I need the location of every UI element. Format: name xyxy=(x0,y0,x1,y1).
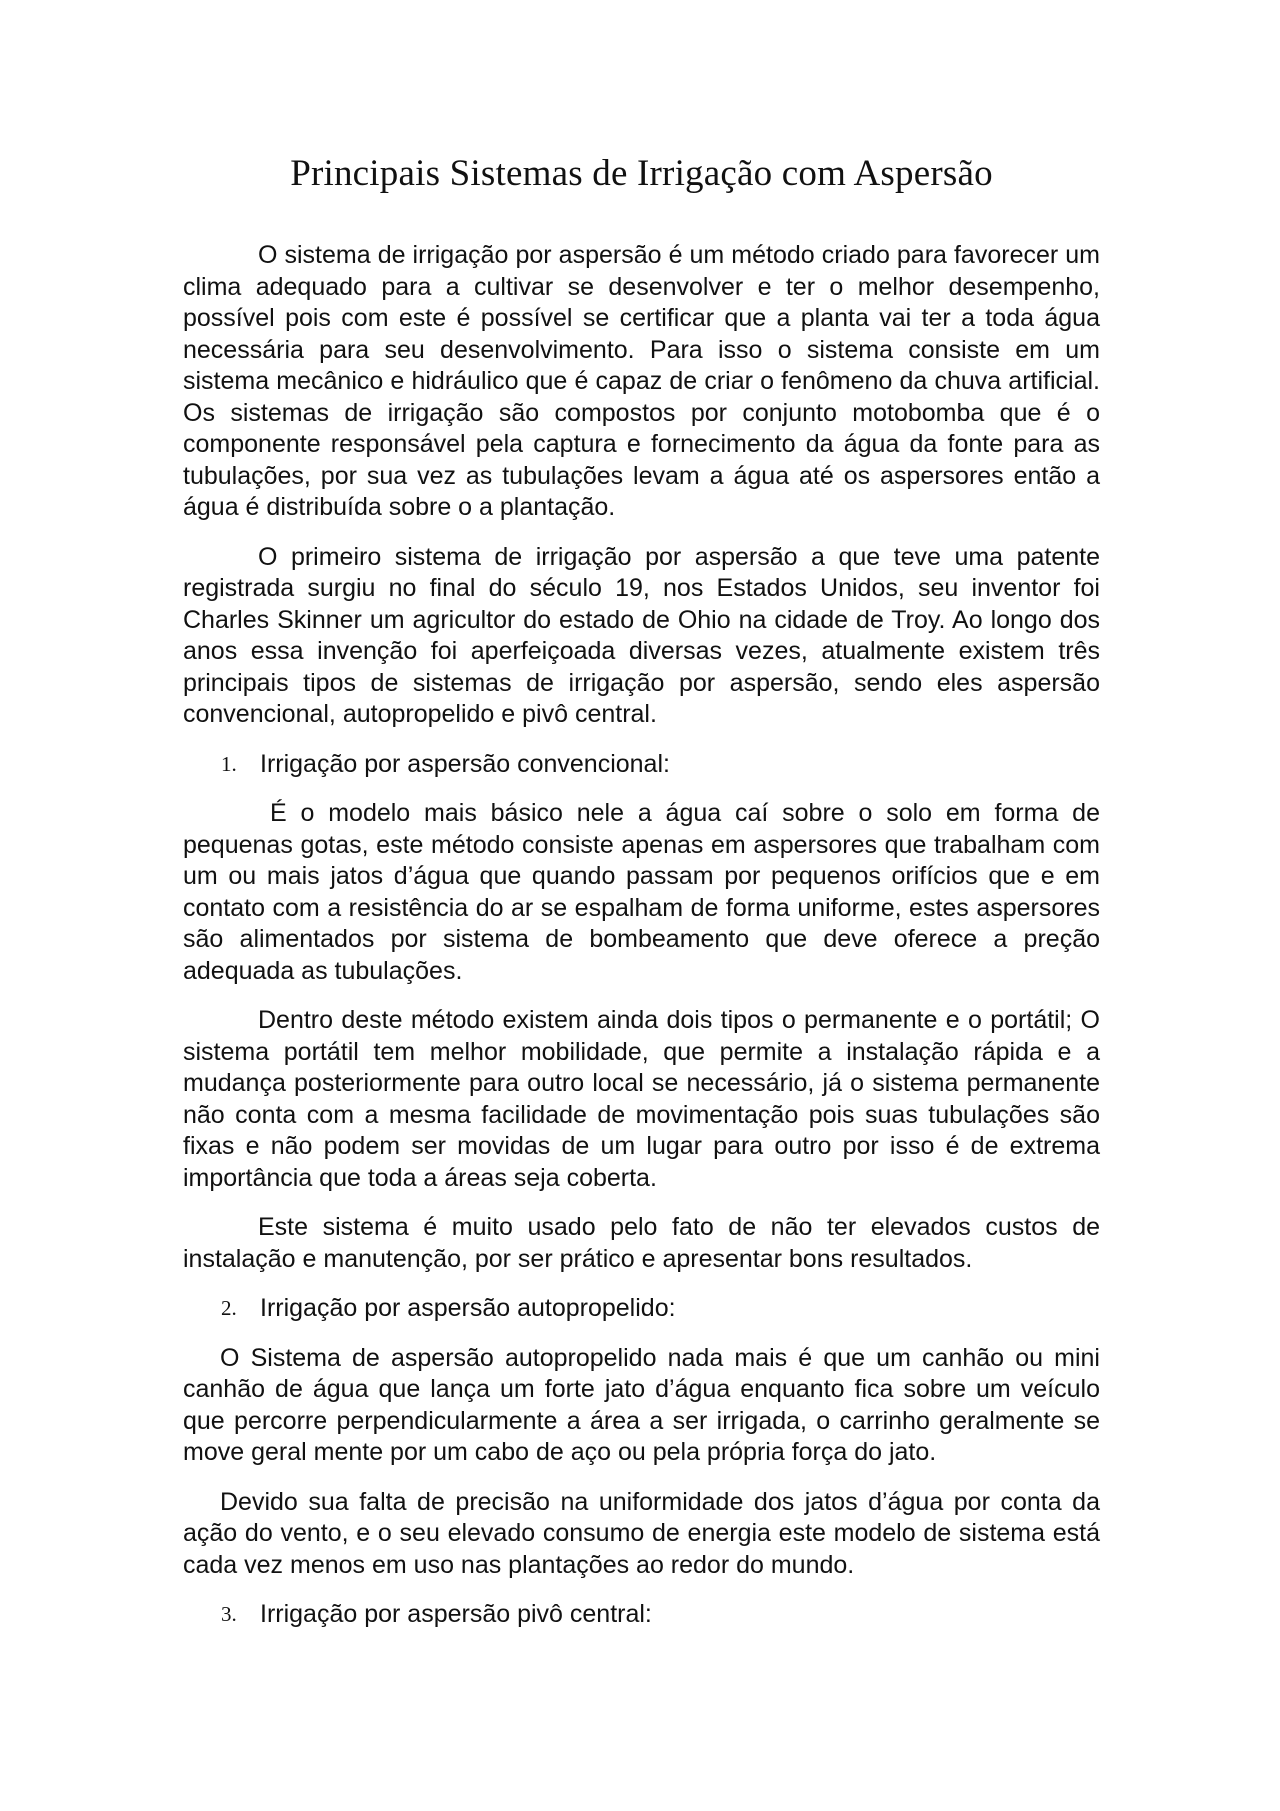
list-item-pivo-central xyxy=(183,1599,1100,1631)
paragraph-convencional-3: Este sistema é muito usado pelo fato de não ter elevados custos de instalação e manutenção, por ser prático e apresentar bons resultados. xyxy=(183,1213,1100,1273)
paragraph-autopropelido-1: O Sistema de aspersão autopropelido nada mais é que um canhão ou mini canhão de água que lança um forte jato d’água enquanto fica sobre um veículo que percorre perpendicularmente a área a ser irrigada, o carrinho geralmente se move geral mente por um cabo de aço ou pela própria força do jato. xyxy=(183,1343,1100,1466)
paragraph-intro-1: O sistema de irrigação por aspersão é um método criado para favorecer um clima adequado para a cultivar se desenvolver e ter o melhor desempenho, possível pois com este é possível se certificar que a planta vai ter a toda água necessária para seu desenvolvimento. Para isso o sistema consiste em um sistema mecânico e hidráulico que é capaz de criar o fenômeno da chuva artificial. Os sistemas de irrigação são compostos por conjunto motobomba que é o componente responsável pela captura e fornecimento da água da fonte para as tubulações, por sua vez as tubulações levam a água até os aspersores então a água é distribuída sobre o a plantação. xyxy=(183,241,1100,521)
paragraph-convencional-2: Dentro deste método existem ainda dois tipos o permanente e o portátil; O sistema portátil tem melhor mobilidade, que permite a instalação rápida e a mudança posteriormente para outro local se necessário, já o sistema permanente não conta com a mesma facilidade de movimentação pois suas tubulações são fixas e não podem ser movidas de um lugar para outro por isso é de extrema importância que toda a áreas seja coberta. xyxy=(183,1006,1100,1192)
paragraph-intro-2: O primeiro sistema de irrigação por aspersão a que teve uma patente registrada surgiu no final do século 19, nos Estados Unidos, seu inventor foi Charles Skinner um agricultor do estado de Ohio na cidade de Troy. Ao longo dos anos essa invenção foi aperfeiçoada diversas vezes, atualmente existem três principais tipos de sistemas de irrigação por aspersão, sendo eles aspersão convencional, autopropelido e pivô central. xyxy=(183,542,1100,728)
page-title: Principais Sistemas de Irrigação com Aspersão xyxy=(290,153,993,194)
list-number: 3. xyxy=(221,1602,237,1626)
list-item-label: Irrigação por aspersão pivô central: xyxy=(260,1600,652,1628)
paragraph-autopropelido-2: Devido sua falta de precisão na uniformidade dos jatos d’água por conta da ação do vento, e o seu elevado consumo de energia este modelo de sistema está cada vez menos em uso nas plantações ao redor do mundo. xyxy=(183,1487,1100,1579)
list-item-label: Irrigação por aspersão convencional: xyxy=(260,749,670,778)
list-item-autopropelido xyxy=(183,1293,1100,1325)
list-item-convencional xyxy=(183,749,1100,781)
paragraph-convencional-1: É o modelo mais básico nele a água caí sobre o solo em forma de pequenas gotas, este método consiste apenas em aspersores que trabalham com um ou mais jatos d’água que quando passam por pequenos orifícios que e em contato com a resistência do ar se espalham de forma uniforme, estes aspersores são alimentados por sistema de bombeamento que deve oferece a preção adequada as tubulações. xyxy=(183,799,1100,985)
list-item-label: Irrigação por aspersão autopropelido: xyxy=(260,1294,676,1322)
list-number: 1. xyxy=(221,751,237,776)
document-body xyxy=(183,150,1100,1649)
list-number: 2. xyxy=(221,1296,237,1320)
